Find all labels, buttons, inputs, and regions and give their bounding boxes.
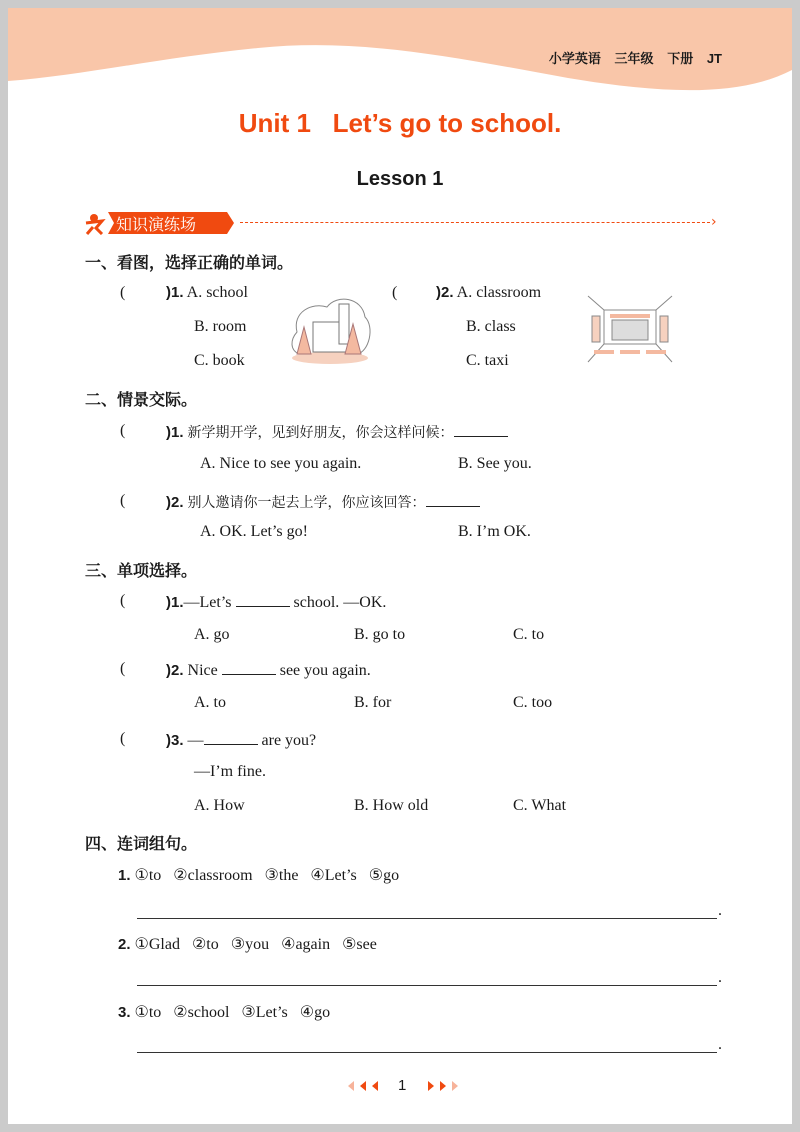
question-prompt: 别人邀请你一起去上学，你应该回答： — [187, 495, 426, 511]
answer-paren[interactable]: ( — [120, 730, 126, 747]
option-b: B. class — [466, 318, 516, 335]
question-number: )1. — [166, 284, 184, 301]
lesson-title: Lesson 1 — [356, 168, 444, 190]
unit-title: Unit 1 Let’s go to school. — [238, 108, 562, 138]
book-edition: JT — [706, 51, 722, 66]
right-arrows-icon — [426, 1081, 462, 1091]
book-volume: 下册 — [667, 51, 694, 66]
left-arrows-icon — [346, 1081, 382, 1091]
answer-paren[interactable]: ( — [120, 422, 126, 439]
question-number: )2. — [166, 494, 184, 511]
answer-blank[interactable] — [204, 730, 258, 745]
option-a: A. go — [194, 626, 230, 643]
period: . — [718, 1036, 722, 1053]
answer-blank[interactable] — [426, 492, 480, 507]
option-a: A. How — [194, 797, 245, 814]
book-info — [549, 48, 722, 67]
option-b: B. I’m OK. — [458, 523, 531, 540]
question-number: )2. — [436, 284, 454, 301]
question-number: 3. — [118, 1004, 131, 1021]
word-list: ①to ②classroom ③the ④Let’s ⑤go — [134, 867, 400, 884]
answer-line[interactable] — [137, 918, 717, 919]
answer-paren[interactable]: ( — [120, 592, 126, 609]
word-list: ①Glad ②to ③you ④again ⑤see — [134, 936, 377, 953]
question-number: )3. — [166, 732, 184, 749]
option-c: C. What — [513, 797, 567, 814]
section-3-heading: 三、单项选择。 — [85, 561, 198, 580]
question-number: )1. — [166, 594, 184, 611]
answer-paren[interactable]: ( — [120, 492, 126, 509]
book-grade: 三年级 — [614, 51, 654, 66]
question-number: )2. — [166, 662, 184, 679]
option-a: A. to — [194, 694, 226, 711]
question-text: are you? — [261, 732, 317, 749]
question-text: Nice — [187, 662, 218, 679]
arrow-right-icon: › — [711, 214, 717, 230]
answer-paren[interactable]: ( — [120, 660, 126, 677]
question-number: 1. — [118, 867, 131, 884]
section-2-heading: 二、情景交际。 — [85, 390, 198, 409]
question-reply: —I’m fine. — [194, 763, 266, 780]
section-4-heading: 四、连词组句。 — [85, 834, 198, 853]
option-b: B. See you. — [458, 455, 532, 472]
banner-label: 知识演练场 — [116, 215, 197, 234]
question-number: )1. — [166, 424, 184, 441]
question-text: —Let’s — [183, 594, 232, 611]
option-a: A. school — [186, 284, 248, 301]
book-subject: 小学英语 — [548, 51, 601, 66]
option-b: B. How old — [354, 797, 429, 814]
page-number: 1 — [398, 1077, 407, 1094]
answer-blank[interactable] — [236, 592, 290, 607]
period: . — [718, 902, 722, 919]
classroom-image — [586, 292, 674, 366]
worksheet-page — [8, 8, 792, 1124]
question-prompt: 新学期开学，见到好朋友，你会这样问候： — [187, 425, 454, 441]
option-c: C. taxi — [466, 352, 509, 369]
option-c: C. too — [513, 694, 553, 711]
word-list: ①to ②school ③Let’s ④go — [134, 1004, 331, 1021]
question-text: school. —OK. — [293, 594, 387, 611]
option-c: C. to — [513, 626, 545, 643]
option-b: B. for — [354, 694, 392, 711]
banner-dash-line — [240, 222, 710, 223]
answer-blank[interactable] — [222, 660, 276, 675]
answer-blank[interactable] — [454, 422, 508, 437]
answer-paren[interactable]: ( — [392, 284, 398, 301]
option-b: B. go to — [354, 626, 406, 643]
option-c: C. book — [194, 352, 245, 369]
school-building-image — [287, 292, 373, 366]
answer-line[interactable] — [137, 1052, 717, 1053]
period: . — [718, 969, 722, 986]
section-1-heading: 一、看图，选择正确的单词。 — [85, 253, 294, 272]
question-number: 2. — [118, 936, 131, 953]
question-text: see you again. — [279, 662, 371, 679]
option-a: A. OK. Let’s go! — [200, 523, 308, 540]
option-a: A. classroom — [456, 284, 542, 301]
answer-line[interactable] — [137, 985, 717, 986]
option-a: A. Nice to see you again. — [200, 455, 362, 472]
option-b: B. room — [194, 318, 247, 335]
question-text: — — [187, 732, 204, 749]
answer-paren[interactable]: ( — [120, 284, 126, 301]
